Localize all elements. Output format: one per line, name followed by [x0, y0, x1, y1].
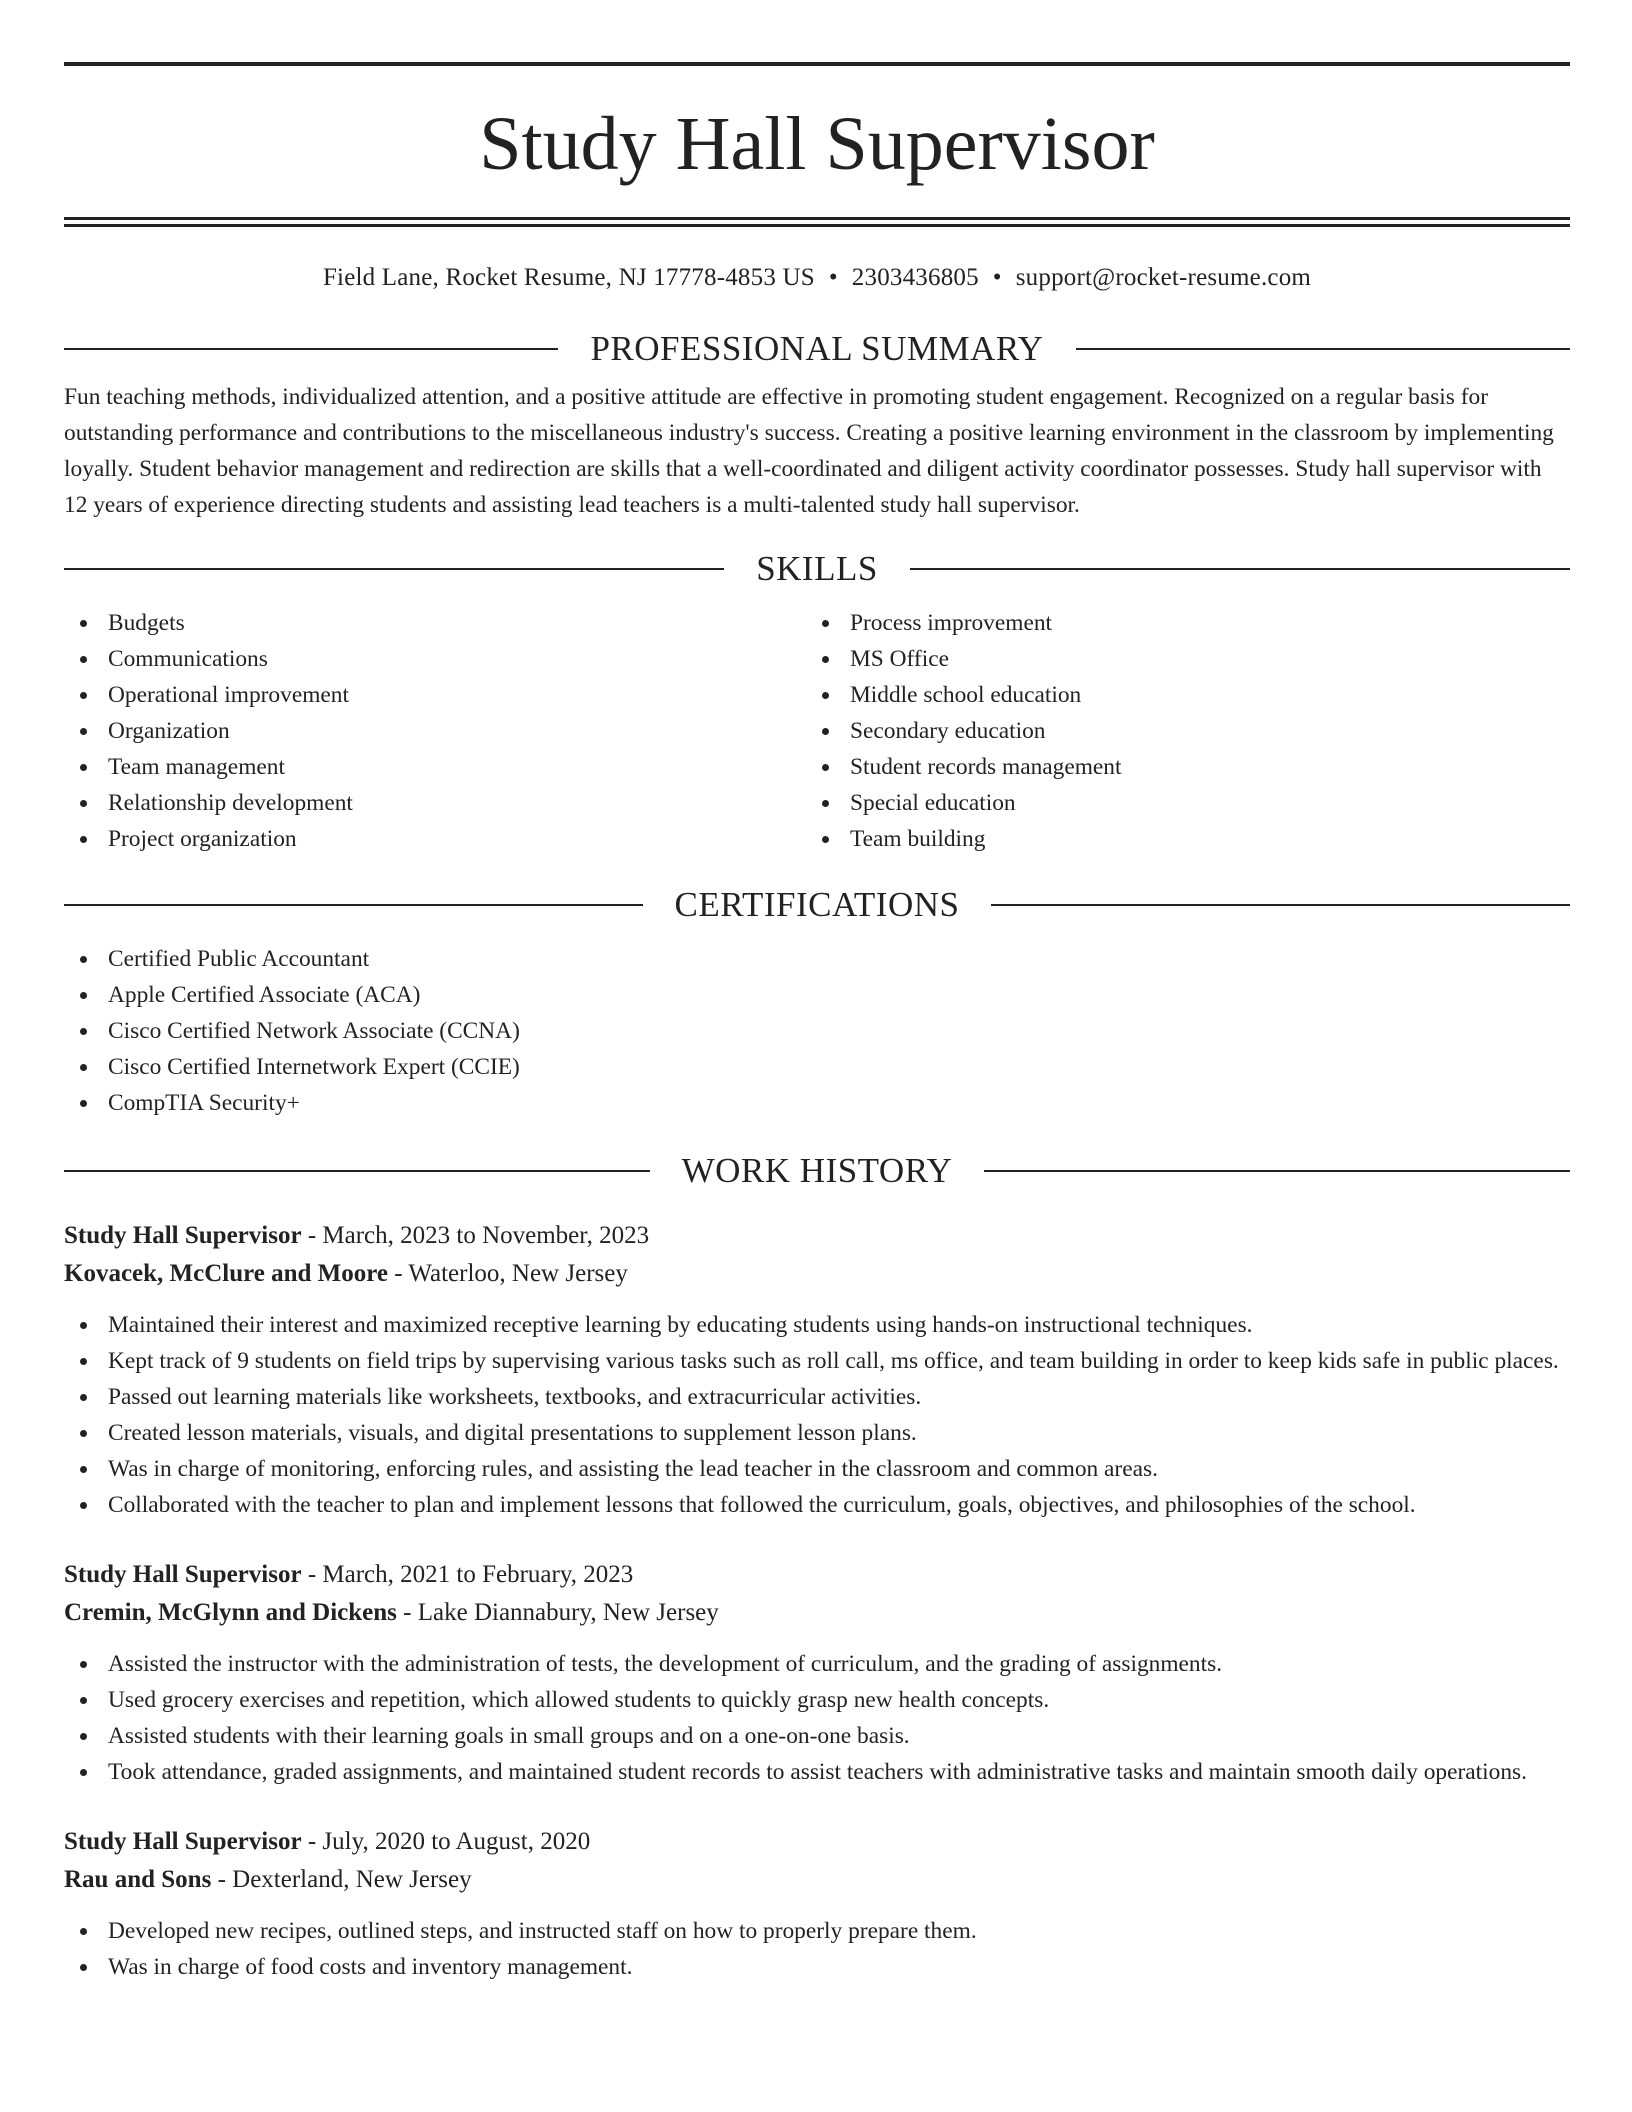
job-company: Cremin, McGlynn and Dickens: [64, 1599, 397, 1626]
job-location: - Lake Diannabury, New Jersey: [396, 1599, 719, 1626]
job-company-line: [64, 1594, 1570, 1632]
job-title-line: [64, 1823, 1570, 1861]
section-heading-skills: [64, 547, 1570, 591]
job-title-line: [64, 1556, 1570, 1594]
heading-rule: [984, 1170, 1570, 1172]
job-company-line: [64, 1861, 1570, 1899]
skill-item: MS Office: [806, 641, 1548, 677]
skill-item: Team management: [64, 749, 806, 785]
certification-item: Apple Certified Associate (ACA): [64, 977, 1570, 1013]
job-bullets: [64, 1307, 1570, 1523]
section-title: WORK HISTORY: [681, 1151, 953, 1190]
section-title: CERTIFICATIONS: [674, 885, 960, 924]
top-rule: [64, 62, 1570, 66]
job-bullet: Maintained their interest and maximized receptive learning by educating students using hands-on instructional techniques.: [64, 1307, 1570, 1343]
job-company: Kovacek, McClure and Moore: [64, 1260, 389, 1287]
section-heading-summary: [64, 327, 1570, 371]
contact-separator: •: [992, 264, 1002, 291]
skill-item: Secondary education: [806, 713, 1548, 749]
job-bullet: Passed out learning materials like worksheets, textbooks, and extracurricular activities.: [64, 1379, 1570, 1415]
job-bullets: [64, 1646, 1570, 1790]
skill-item: Project organization: [64, 821, 806, 857]
skill-item: Special education: [806, 785, 1548, 821]
certification-item: Cisco Certified Network Associate (CCNA): [64, 1013, 1570, 1049]
resume-page: [64, 62, 1570, 1985]
skill-item: Middle school education: [806, 677, 1548, 713]
job-location: - Dexterland, New Jersey: [211, 1866, 472, 1893]
job-dates: - July, 2020 to August, 2020: [301, 1828, 591, 1855]
job-title: Study Hall Supervisor: [64, 1828, 302, 1855]
job-dates: - March, 2023 to November, 2023: [301, 1222, 650, 1249]
section-title: PROFESSIONAL SUMMARY: [590, 329, 1044, 368]
skills-column-right: [806, 605, 1548, 857]
contact-email: support@rocket-resume.com: [1015, 264, 1312, 291]
job-bullet: Was in charge of monitoring, enforcing rules, and assisting the lead teacher in the classroom and common areas.: [64, 1451, 1570, 1487]
job-bullet: Took attendance, graded assignments, and maintained student records to assist teachers with administrative tasks and maintain smooth daily operations.: [64, 1754, 1570, 1790]
heading-rule: [64, 1170, 650, 1172]
job-dates: - March, 2021 to February, 2023: [301, 1561, 634, 1588]
job-title: Study Hall Supervisor: [64, 1222, 302, 1249]
certification-item: CompTIA Security+: [64, 1085, 1570, 1121]
certifications-list: [64, 941, 1570, 1121]
job-bullet: Developed new recipes, outlined steps, and instructed staff on how to properly prepare them.: [64, 1913, 1570, 1949]
job-company: Rau and Sons: [64, 1866, 212, 1893]
heading-rule: [1076, 348, 1570, 350]
heading-rule: [64, 348, 558, 350]
heading-rule: [64, 568, 724, 570]
certification-item: Cisco Certified Internetwork Expert (CCIE): [64, 1049, 1570, 1085]
contact-address: Field Lane, Rocket Resume, NJ 17778-4853 US: [322, 264, 815, 291]
skill-item: Student records management: [806, 749, 1548, 785]
contact-separator: •: [828, 264, 838, 291]
skill-item: Team building: [806, 821, 1548, 857]
job-bullet: Created lesson materials, visuals, and digital presentations to supplement lesson plans.: [64, 1415, 1570, 1451]
skills-column-left: [64, 605, 806, 857]
job-bullet: Was in charge of food costs and inventory management.: [64, 1949, 1570, 1985]
contact-line: [64, 263, 1570, 293]
heading-rule: [910, 568, 1570, 570]
skill-item: Communications: [64, 641, 806, 677]
page-title: Study Hall Supervisor: [479, 102, 1155, 186]
heading-rule: [64, 904, 643, 906]
job-company-line: [64, 1255, 1570, 1293]
skill-item: Relationship development: [64, 785, 806, 821]
title-double-rule: [64, 217, 1570, 227]
job-location: - Waterloo, New Jersey: [388, 1260, 628, 1287]
summary-text: Fun teaching methods, individualized attention, and a positive attitude are effective in promoting student engagement. Recognized on a regular basis for outstanding performance and contributions to the miscellaneous industry's success. Creating a positive learning environment in the classroom by implementing loyally. Student behavior management and redirection are skills that a well-coordinated and diligent activity coordinator possesses. Study hall supervisor with 12 years of experience directing students and assisting lead teachers is a multi-talented study hall supervisor.: [64, 384, 1554, 518]
skills-list: [64, 605, 1570, 857]
job-bullet: Collaborated with the teacher to plan and implement lessons that followed the curriculum, goals, objectives, and philosophies of the school.: [64, 1487, 1570, 1523]
section-heading-work-history: [64, 1149, 1570, 1193]
skill-item: Operational improvement: [64, 677, 806, 713]
heading-rule: [991, 904, 1570, 906]
job-bullet: Used grocery exercises and repetition, which allowed students to quickly grasp new health concepts.: [64, 1682, 1570, 1718]
skill-item: Process improvement: [806, 605, 1548, 641]
section-title: SKILLS: [756, 549, 878, 588]
certification-item: Certified Public Accountant: [64, 941, 1570, 977]
section-heading-certifications: [64, 883, 1570, 927]
skill-item: Organization: [64, 713, 806, 749]
job-title-line: [64, 1217, 1570, 1255]
contact-phone: 2303436805: [851, 264, 979, 291]
skill-item: Budgets: [64, 605, 806, 641]
work-entry: [64, 1823, 1570, 1985]
work-entry: [64, 1217, 1570, 1523]
job-bullet: Assisted students with their learning goals in small groups and on a one-on-one basis.: [64, 1718, 1570, 1754]
job-bullet: Assisted the instructor with the administration of tests, the development of curriculum, and the grading of assignments.: [64, 1646, 1570, 1682]
work-entry: [64, 1556, 1570, 1790]
job-title: Study Hall Supervisor: [64, 1561, 302, 1588]
job-bullets: [64, 1913, 1570, 1985]
job-bullet: Kept track of 9 students on field trips by supervising various tasks such as roll call, ms office, and team building in order to keep kids safe in public places.: [64, 1343, 1570, 1379]
